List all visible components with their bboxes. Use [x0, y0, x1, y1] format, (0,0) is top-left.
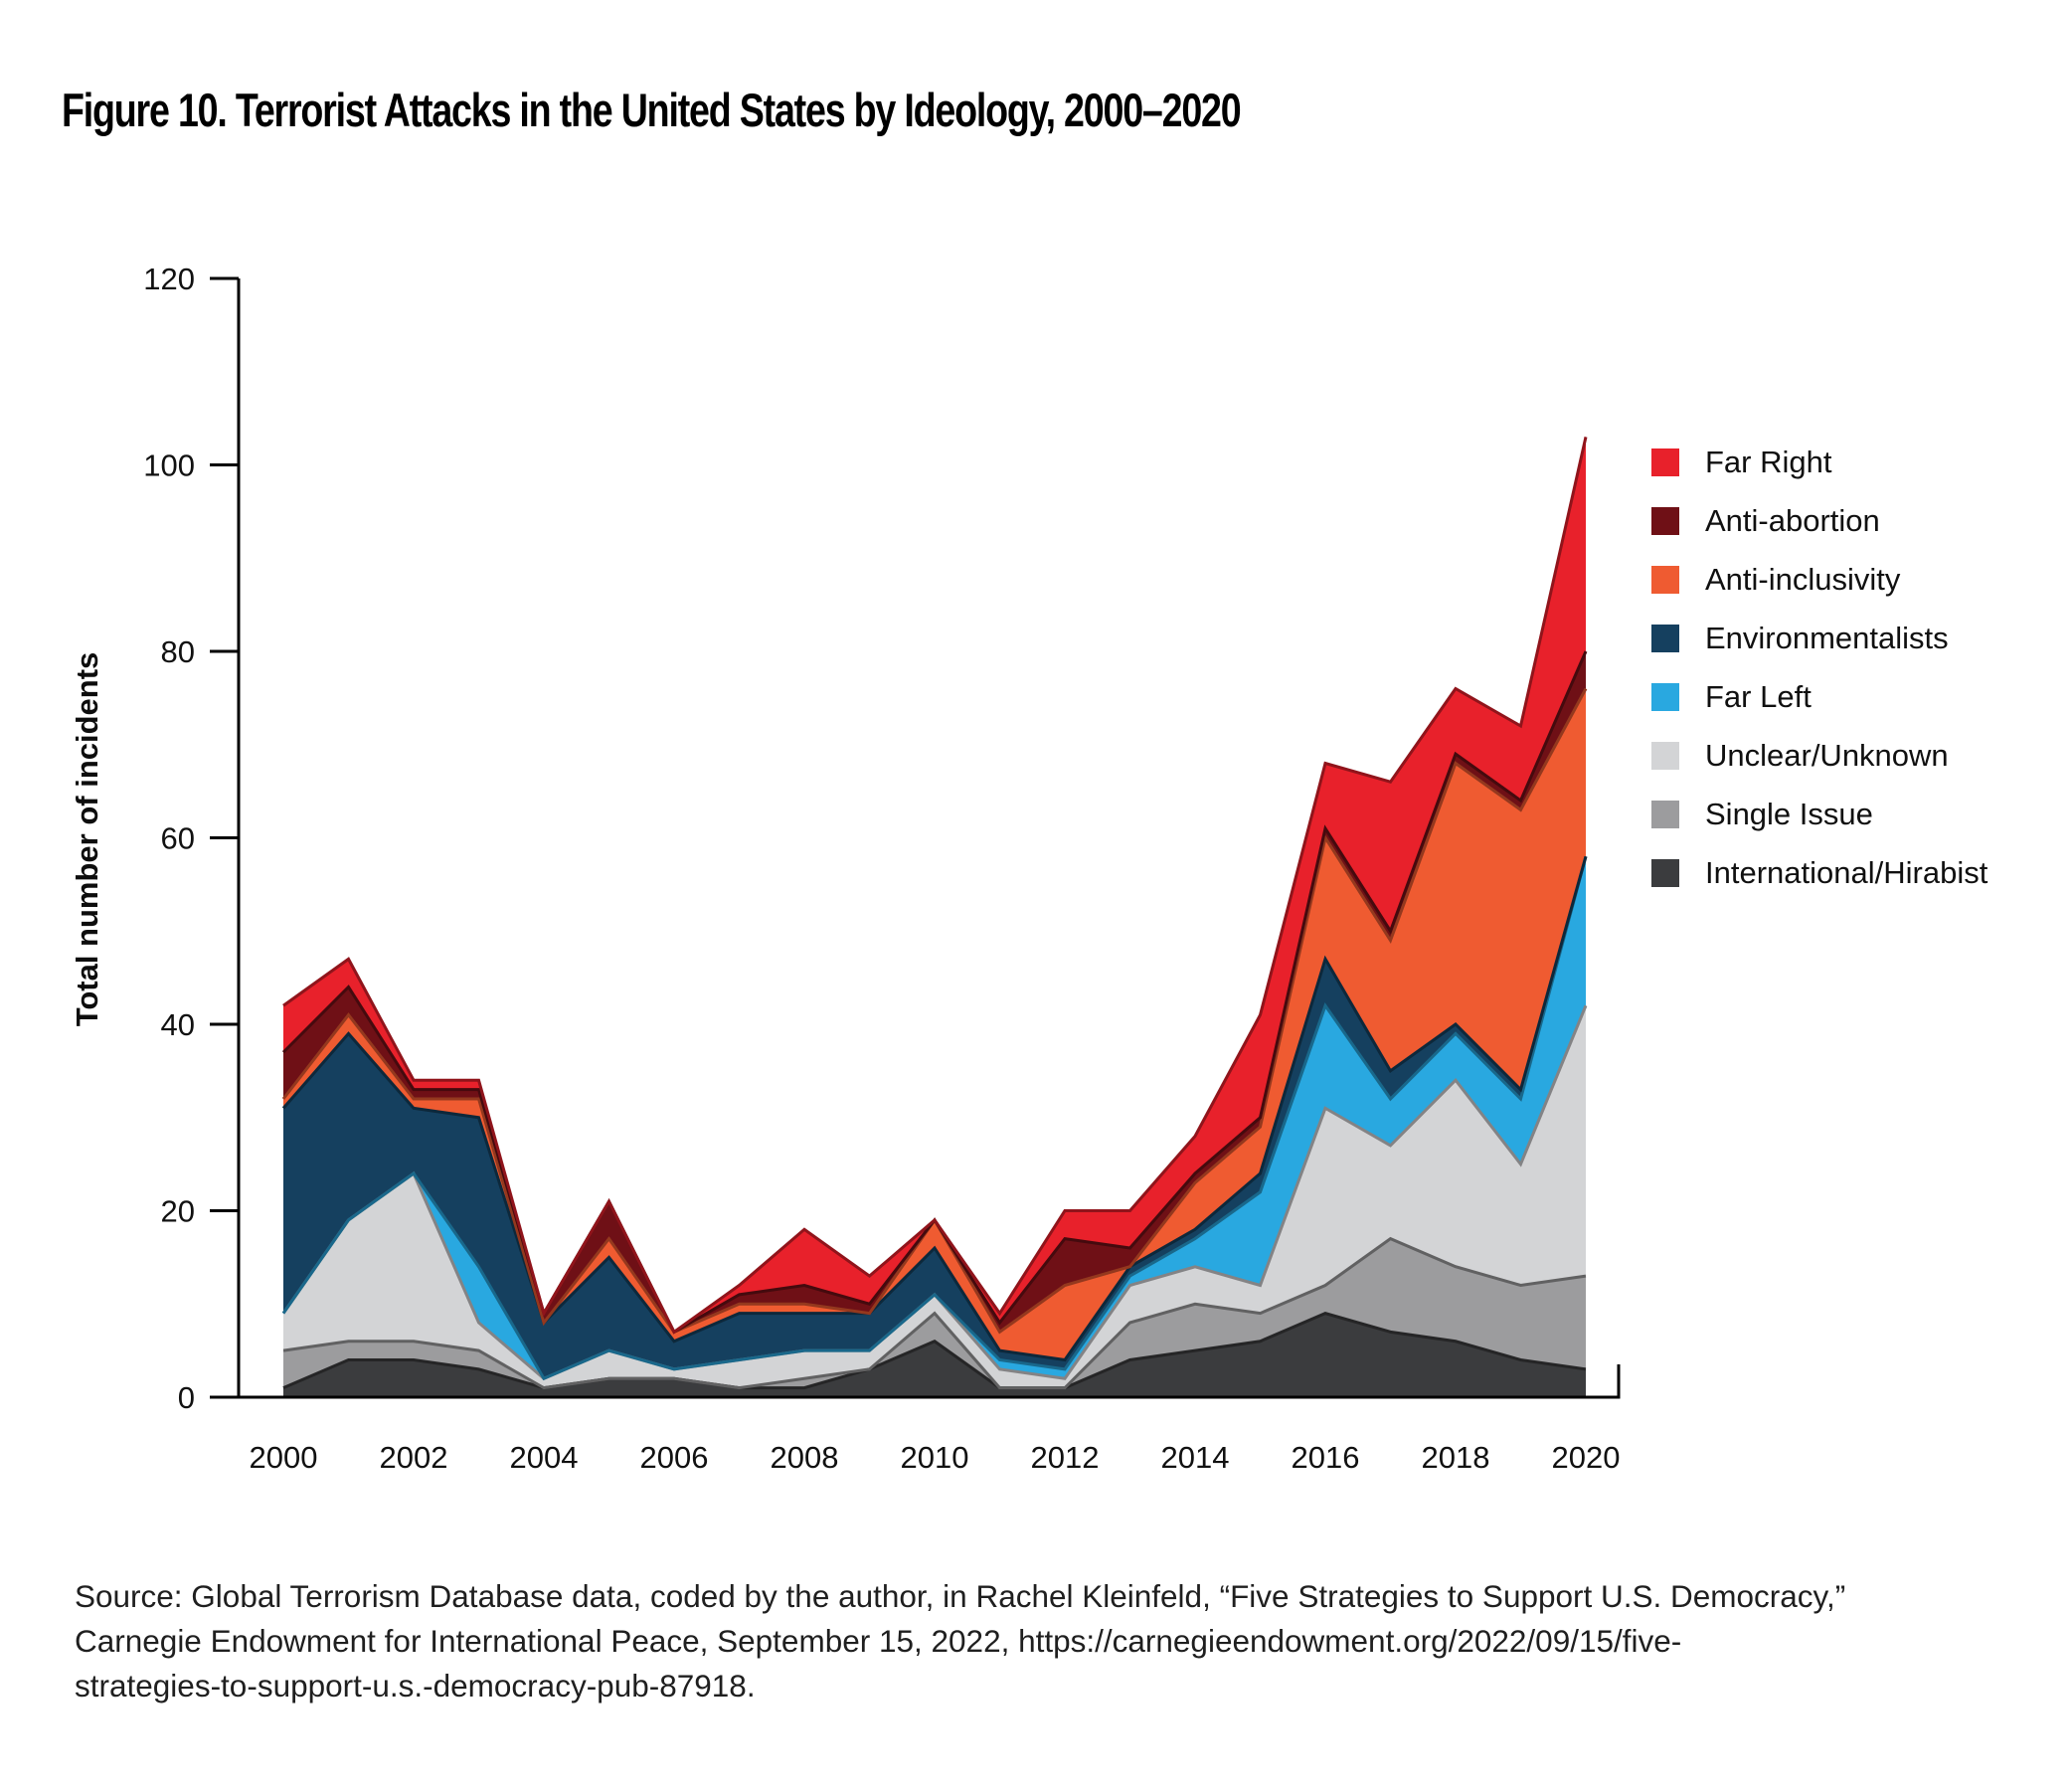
legend-swatch-single-issue: [1651, 801, 1679, 828]
legend-swatch-far-left: [1651, 683, 1679, 711]
legend-swatch-international-hirabist: [1651, 859, 1679, 887]
x-tick-label-2012: 2012: [1030, 1440, 1100, 1475]
legend-swatch-anti-inclusivity: [1651, 566, 1679, 594]
legend-swatch-environmentalists: [1651, 625, 1679, 652]
x-tick-label-2000: 2000: [249, 1440, 318, 1475]
legend-label-unclear-unknown: Unclear/Unknown: [1705, 738, 1949, 773]
source-line: strategies-to-support-u.s.-democracy-pub-87918.: [75, 1668, 756, 1703]
source-line: Carnegie Endowment for International Peace, September 15, 2022, https://carnegieendowment.org/2022/09/15/five-: [75, 1623, 1682, 1659]
legend-label-environmentalists: Environmentalists: [1705, 621, 1949, 655]
legend-swatch-far-right: [1651, 448, 1679, 476]
legend-label-single-issue: Single Issue: [1705, 797, 1873, 831]
legend-label-international-hirabist: International/Hirabist: [1705, 855, 1988, 890]
x-tick-label-2004: 2004: [509, 1440, 579, 1475]
legend-item-single-issue: [1651, 797, 1987, 831]
source-citation: [75, 1574, 1845, 1708]
y-axis-label: Total number of incidents: [70, 651, 104, 1027]
legend-label-anti-inclusivity: Anti-inclusivity: [1705, 562, 1901, 597]
legend-item-anti-abortion: [1651, 503, 1987, 538]
legend: [1651, 445, 1988, 890]
legend-item-far-left: [1651, 679, 1987, 714]
x-tick-label-2016: 2016: [1291, 1440, 1360, 1475]
x-tick-label-2002: 2002: [379, 1440, 448, 1475]
y-tick-label-20: 20: [160, 1193, 195, 1229]
y-tick-label-60: 60: [160, 820, 195, 856]
legend-item-anti-inclusivity: [1651, 562, 1987, 597]
y-tick-label-0: 0: [177, 1380, 195, 1415]
x-tick-label-2020: 2020: [1551, 1440, 1621, 1475]
legend-swatch-anti-abortion: [1651, 507, 1679, 535]
x-tick-label-2008: 2008: [770, 1440, 839, 1475]
legend-item-far-right: [1651, 445, 1987, 479]
figure-title: Figure 10. Terrorist Attacks in the United States by Ideology, 2000–2020: [62, 84, 1241, 137]
legend-label-far-right: Far Right: [1705, 445, 1832, 479]
x-tick-label-2018: 2018: [1421, 1440, 1490, 1475]
source-line: Source: Global Terrorism Database data, coded by the author, in Rachel Kleinfeld, “Five Strategies to Support U.S. Democracy,”: [75, 1578, 1846, 1614]
x-tick-label-2014: 2014: [1160, 1440, 1230, 1475]
y-tick-label-100: 100: [143, 448, 195, 483]
legend-label-anti-abortion: Anti-abortion: [1705, 503, 1880, 538]
x-tick-label-2006: 2006: [639, 1440, 709, 1475]
legend-item-unclear-unknown: [1651, 738, 1987, 773]
y-tick-label-40: 40: [160, 1007, 195, 1042]
legend-item-international-hirabist: [1651, 855, 1988, 890]
y-tick-label-80: 80: [160, 634, 195, 669]
legend-item-environmentalists: [1651, 621, 1987, 655]
y-tick-label-120: 120: [143, 262, 195, 296]
x-tick-label-2010: 2010: [900, 1440, 969, 1475]
legend-swatch-unclear-unknown: [1651, 742, 1679, 770]
legend-label-far-left: Far Left: [1705, 679, 1812, 714]
